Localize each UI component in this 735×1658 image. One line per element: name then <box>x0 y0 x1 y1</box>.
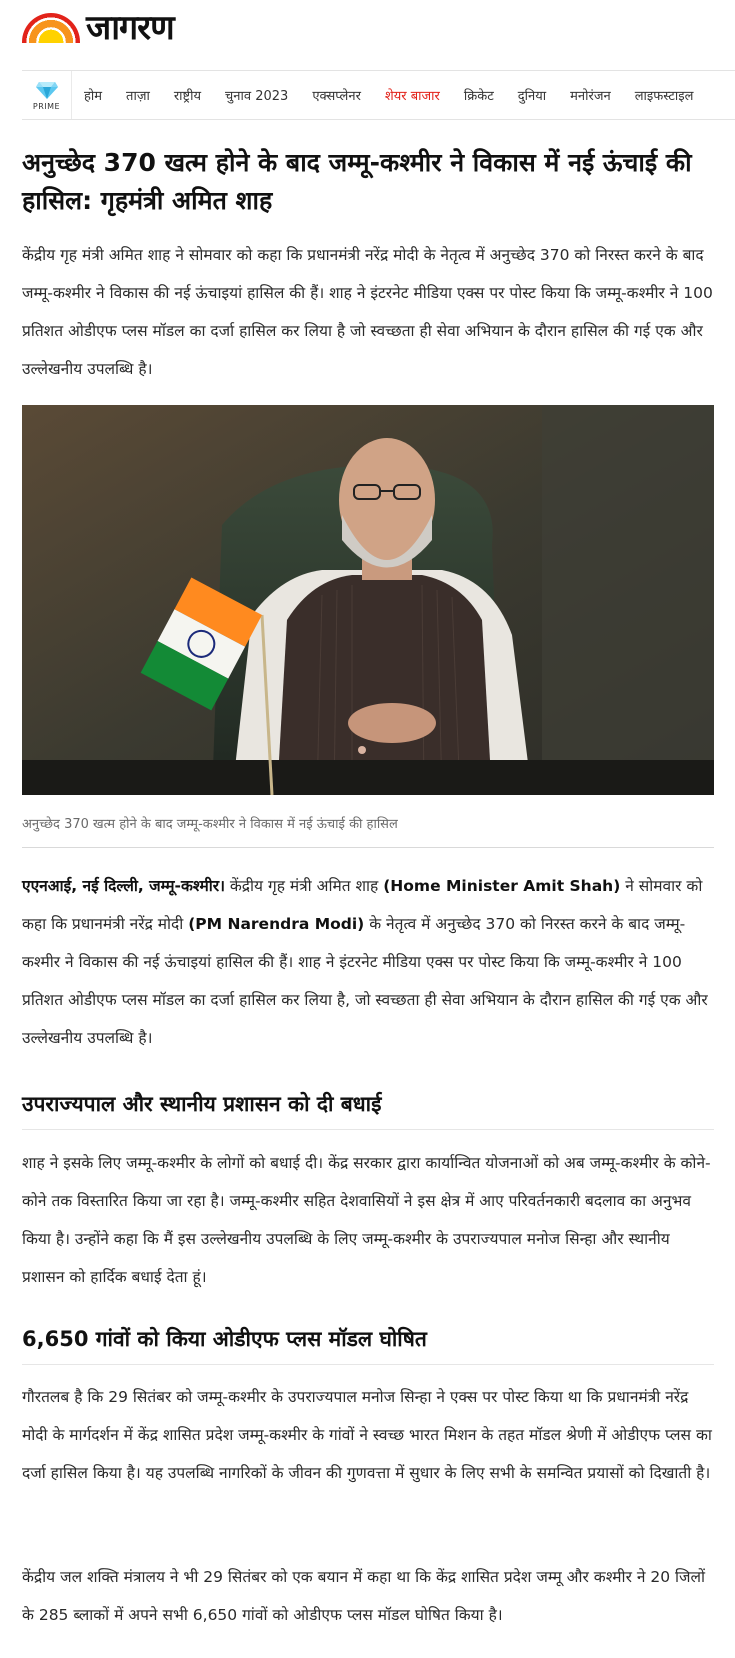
sun-logo-icon <box>22 13 80 43</box>
p1-text-c: ने सोमवार को कहा कि प्रधानमंत्री नरेंद्र मोदी <box>22 877 703 933</box>
nav-item-lifestyle[interactable]: लाइफस्टाइल <box>634 89 694 104</box>
diamond-icon <box>35 80 59 100</box>
masthead <box>0 0 735 64</box>
nav-item-explainer[interactable]: एक्सप्लेनर <box>312 89 361 104</box>
dateline: एएनआई, नई दिल्ली, जम्मू-कश्मीर। <box>22 877 225 895</box>
p1-english-pm-modi: (PM Narendra Modi) <box>188 915 365 933</box>
nav-item-home[interactable]: होम <box>84 89 103 104</box>
p1-text-e: के नेतृत्व में अनुच्छेद 370 को निरस्त करने के बाद जम्मू-कश्मीर ने विकास की नई ऊंचाइयां हासिल की हैं। शाह ने इंटरनेट मीडिया एक्स पर पोस्ट किया कि जम्मू-कश्मीर ने 100 प्रतिशत ओडीएफ प्लस मॉडल का दर्जा हासिल कर लिया है, जो स्वच्छता ही सेवा अभियान के दौरान हासिल की गई एक और उल्लेखनीय उपलब्धि है। <box>22 915 708 1047</box>
nav-item-national[interactable]: राष्ट्रीय <box>173 89 202 104</box>
p1-text-a: केंद्रीय गृह मंत्री अमित शाह <box>224 877 384 895</box>
nav-item-world[interactable]: दुनिया <box>517 89 547 104</box>
article-paragraph-4: केंद्रीय जल शक्ति मंत्रालय ने भी 29 सितंबर को एक बयान में कहा था कि केंद्र शासित प्रदेश जम्मू और कश्मीर ने 20 जिलों के 285 ब्लाकों में अपने सभी 6,650 गांवों को ओडीएफ प्लस मॉडल घोषित किया है। <box>22 1568 706 1624</box>
jagran-logo[interactable] <box>22 10 174 46</box>
nav-items <box>72 86 717 104</box>
subheading-odf-plus: 6,650 गांवों को किया ओडीएफ प्लस मॉडल घोषित <box>22 1324 714 1365</box>
logo-text: जागरण <box>86 8 174 48</box>
nav-item-cricket[interactable]: क्रिकेट <box>463 89 494 104</box>
p1-english-amit-shah: (Home Minister Amit Shah) <box>383 877 621 895</box>
main-nav <box>22 70 735 120</box>
article-paragraph-2: शाह ने इसके लिए जम्मू-कश्मीर के लोगों को बधाई दी। केंद्र सरकार द्वारा कार्यान्वित योजनाओं को अब जम्मू-कश्मीर के कोने-कोने तक विस्तारित किया जा रहा है। जम्मू-कश्मीर सहित देशवासियों ने इस क्षेत्र में आए परिवर्तनकारी बदलाव का अनुभव किया है। उन्होंने कहा कि मैं इस उल्लेखनीय उपलब्धि के लिए जम्मू-कश्मीर के उपराज्यपाल मनोज सिन्हा और स्थानीय प्रशासन को हार्दिक बधाई देता हूं। <box>22 1154 711 1286</box>
article-paragraph-1 <box>22 867 714 1057</box>
article-headline: अनुच्छेद 370 खत्म होने के बाद जम्मू-कश्मीर ने विकास में नई ऊंचाई की हासिल: गृहमंत्री अमित शाह <box>22 148 692 215</box>
nav-item-share-market[interactable]: शेयर बाजार <box>384 89 440 104</box>
divider <box>22 847 714 848</box>
prime-button[interactable] <box>22 71 72 119</box>
nav-item-entertainment[interactable]: मनोरंजन <box>570 89 611 104</box>
nav-item-election[interactable]: चुनाव 2023 <box>225 89 289 104</box>
nav-item-latest[interactable]: ताज़ा <box>126 89 150 104</box>
prime-label: PRIME <box>32 101 61 111</box>
article-hero-image <box>22 405 714 795</box>
article-summary: केंद्रीय गृह मंत्री अमित शाह ने सोमवार को कहा कि प्रधानमंत्री नरेंद्र मोदी के नेतृत्व में अनुच्छेद 370 को निरस्त करने के बाद जम्मू-कश्मीर ने विकास की नई ऊंचाइयां हासिल की हैं। शाह ने इंटरनेट मीडिया एक्स पर पोस्ट किया कि जम्मू-कश्मीर ने 100 प्रतिशत ओडीएफ प्लस मॉडल का दर्जा हासिल कर लिया है जो स्वच्छता ही सेवा अभियान के दौरान हासिल की गई एक और उल्लेखनीय उपलब्धि है। <box>22 246 713 378</box>
image-caption: अनुच्छेद 370 खत्म होने के बाद जम्मू-कश्मीर ने विकास में नई ऊंचाई की हासिल <box>22 817 398 832</box>
article-paragraph-3: गौरतलब है कि 29 सितंबर को जम्मू-कश्मीर के उपराज्यपाल मनोज सिन्हा ने एक्स पर पोस्ट किया था कि प्रधानमंत्री नरेंद्र मोदी के मार्गदर्शन में केंद्र शासित प्रदेश जम्मू-कश्मीर के गांवों ने स्वच्छ भारत मिशन के तहत मॉडल श्रेणी में ओडीएफ प्लस का दर्जा हासिल किया है। यह उपलब्धि नागरिकों के जीवन की गुणवत्ता में सुधार के लिए सभी के समन्वित प्रयासों को दिखाती है। <box>22 1388 712 1482</box>
subheading-congratulations: उपराज्यपाल और स्थानीय प्रशासन को दी बधाई <box>22 1089 714 1130</box>
